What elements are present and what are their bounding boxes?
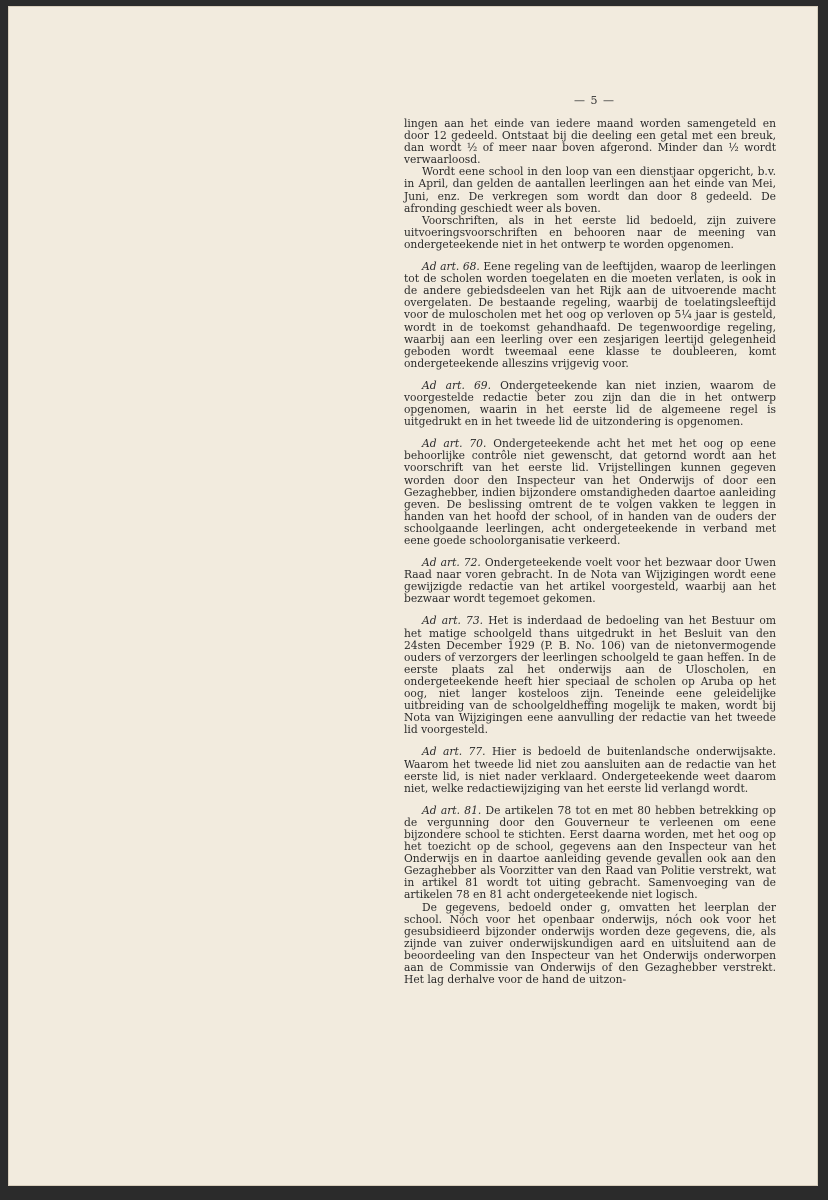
- article-ref: Ad art. 81.: [422, 803, 482, 817]
- body-text: [404, 118, 776, 986]
- article-ref: Ad art. 70.: [422, 437, 487, 451]
- paragraph-art-72: Ad art. 72. Ondergeteekende voelt voor het bezwaar door Uwen Raad naar voren gebracht. In de Nota van Wijzigingen wordt eene gewijzigde redactie van het artikel voorgesteld, waarbij aan het bezwaar wordt tegemoet gekomen.: [404, 556, 776, 606]
- page-number: — 5 —: [574, 94, 615, 107]
- paragraph: lingen aan het einde van iedere maand worden samengeteld en door 12 gedeeld. Ontstaat bij die deeling een getal met een breuk, dan wordt ½ of meer naar boven afgerond. Minder dan ½ wordt verwaarloosd.: [404, 117, 776, 167]
- article-ref: Ad art. 69.: [422, 378, 491, 392]
- paragraph-art-77: Ad art. 77. Hier is bedoeld de buitenlandsche onderwijsakte. Waarom het tweede lid niet zou aansluiten aan de redactie van het eerste lid, is niet nader verklaard. Ondergeteekende weet daarom niet, welke redactiewijziging van het eerste lid verlangd wordt.: [404, 745, 776, 795]
- article-ref: Ad art. 72.: [422, 556, 481, 570]
- article-ref: Ad art. 77.: [422, 745, 486, 759]
- article-ref: Ad art. 68.: [422, 260, 480, 274]
- paragraph: De gegevens, bedoeld onder g, omvatten het leerplan der school. Nóch voor het openbaar onderwijs, nóch ook voor het gesubsidieerd bijzonder onderwijs worden deze gegevens, die, als zijnde van zuiver onderwijskundigen aard en uitsluitend aan de beoordeeling van den Inspecteur van het Onderwijs onderworpen aan de Commissie van Onderwijs of den Gezaghebber verstrekt. Het lag derhalve voor de hand de uitzon-: [404, 900, 776, 987]
- paragraph: Voorschriften, als in het eerste lid bedoeld, zijn zuivere uitvoeringsvoorschriften en behooren naar de meening van ondergeteekende niet in het ontwerp te worden opgenomen.: [404, 213, 776, 251]
- document-page: [8, 6, 818, 1186]
- paragraph-art-70: Ad art. 70. Ondergeteekende acht het met het oog op eene behoorlijke contrôle niet gewenscht, dat getornd wordt aan het voorschrift van het eerste lid. Vrijstellingen kunnen gegeven worden door den Inspecteur van het Onderwijs of door een Gezaghebber, indien bijzondere omstandigheden daartoe aanleiding geven. De beslissing omtrent de te volgen vakken te leggen in handen van het hoofd der school, of in handen van de ouders der schoolgaande leerlingen, acht ondergeteekende in verband met eene goede schoolorganisatie verkeerd.: [404, 437, 776, 547]
- paragraph-art-68: Ad art. 68. Eene regeling van de leeftijden, waarop de leerlingen tot de scholen worden toegelaten en die moeten verlaten, is ook in de andere gebiedsdeelen van het Rijk aan de uitvoerende macht overgelaten. De bestaande regeling, waarbij de toelatingsleeftijd voor de muloscholen met het oog op verloven op 5¼ jaar is gesteld, wordt in de toekomst gehandhaafd. De tegenwoordige regeling, waarbij aan een leerling over een zesjarigen leertijd gelegenheid geboden wordt tweemaal eene klasse te doubleeren, komt ondergeteekende alleszins vrijgevig voor.: [404, 260, 776, 370]
- paragraph: Wordt eene school in den loop van een dienstjaar opgericht, b.v. in April, dan gelden de aantallen leerlingen aan het einde van Mei, Juni, enz. De verkregen som wordt dan door 8 gedeeld. De afronding geschiedt weer als boven.: [404, 165, 776, 215]
- article-ref: Ad art. 73.: [422, 614, 484, 628]
- paragraph-art-73: Ad art. 73. Het is inderdaad de bedoeling van het Bestuur om het matige schoolgeld thans uitgedrukt in het Besluit van den 24sten December 1929 (P. B. No. 106) van de nietonvermogende ouders of verzorgers der leerlingen schoolgeld te gaan heffen. In de eerste plaats zal het onderwijs aan de Uloscholen, en ondergeteekende heeft hier speciaal de scholen op Aruba op het oog, niet langer kosteloos zijn. Teneinde eene geleidelijke uitbreiding van de schoolgeldheffing mogelijk te maken, wordt bij Nota van Wijzigingen eene aanvulling der redactie van het tweede lid voorgesteld.: [404, 614, 776, 737]
- paragraph-art-69: Ad art. 69. Ondergeteekende kan niet inzien, waarom de voorgestelde redactie beter zou zijn dan die in het ontwerp opgenomen, waarin in het eerste lid de algemeene regel is uitgedrukt en in het tweede lid de uitzondering is opgenomen.: [404, 378, 777, 429]
- paragraph-art-81: Ad art. 81. De artikelen 78 tot en met 80 hebben betrekking op de vergunning door den Gouverneur te verleenen om eene bijzondere school te stichten. Eerst daarna worden, met het oog op het toezicht op de school, gegevens aan den Inspecteur van het Onderwijs en in daartoe aanleiding gevende gevallen ook aan den Gezaghebber als Voorzitter van den Raad van Politie verstrekt, wat in artikel 81 wordt tot uiting gebracht. Samenvoeging van de artikelen 78 en 81 acht ondergeteekende niet logisch.: [404, 803, 777, 902]
